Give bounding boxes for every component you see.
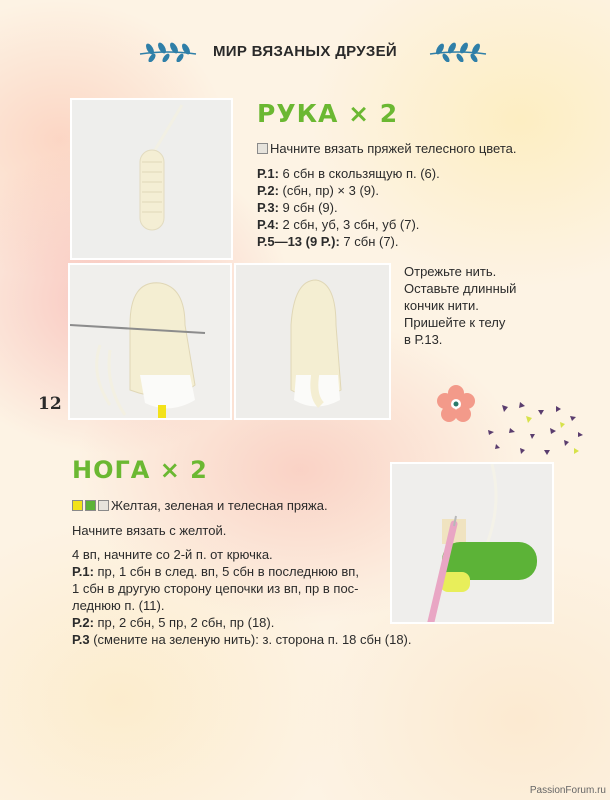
watermark: PassionForum.ru bbox=[529, 785, 606, 796]
leg-photo bbox=[390, 462, 554, 624]
leg-start: Начните вязать с желтой. bbox=[72, 523, 227, 538]
arm-intro-text: Начните вязать пряжей телесного цвета. bbox=[270, 141, 517, 156]
leg-chain: 4 вп, начните со 2-й п. от крючка. bbox=[72, 547, 273, 562]
arm-photo-3 bbox=[234, 263, 391, 420]
green-yarn-swatch bbox=[85, 500, 96, 511]
decorative-triangles-icon bbox=[460, 400, 585, 460]
arm-photo-2 bbox=[68, 263, 232, 420]
arm-section-title: РУКА × 2 bbox=[257, 99, 399, 128]
arm-row-4: Р.4: 2 сбн, уб, 3 сбн, уб (7). bbox=[257, 217, 420, 232]
flesh-yarn-swatch bbox=[257, 143, 268, 154]
leg-row-2: Р.2: пр, 2 сбн, 5 пр, 2 сбн, пр (18). bbox=[72, 615, 275, 630]
arm-rows bbox=[257, 165, 440, 250]
arm-row-5: Р.5—13 (9 Р.): 7 сбн (7). bbox=[257, 234, 399, 249]
leg-colors bbox=[72, 497, 328, 514]
page-number: 12 bbox=[38, 394, 62, 414]
leg-colors-text: Желтая, зеленая и телесная пряжа. bbox=[111, 498, 328, 513]
arm-row-1: Р.1: 6 сбн в скользящую п. (6). bbox=[257, 166, 440, 181]
arm-row-3: Р.3: 9 сбн (9). bbox=[257, 200, 338, 215]
leg-instructions bbox=[72, 546, 412, 648]
leaf-ornament-right-icon bbox=[428, 42, 488, 62]
flesh-yarn-swatch bbox=[98, 500, 109, 511]
leg-row-1: Р.1: пр, 1 сбн в след. вп, 5 сбн в последнюю вп, bbox=[72, 564, 359, 579]
arm-intro bbox=[257, 140, 517, 157]
leg-row-1-cont-1: 1 сбн в другую сторону цепочки из вп, пр в пос- bbox=[72, 581, 359, 596]
yellow-yarn-swatch bbox=[72, 500, 83, 511]
arm-finish-note: Отрежьте нить. Оставьте длинный кончик нити. Пришейте к телу в Р.13. bbox=[404, 264, 517, 347]
arm-row-2: Р.2: (сбн, пр) × 3 (9). bbox=[257, 183, 379, 198]
arm-photo-1 bbox=[70, 98, 233, 260]
leg-section-title: НОГА × 2 bbox=[72, 456, 208, 484]
page-header-title: МИР ВЯЗАНЫХ ДРУЗЕЙ bbox=[212, 43, 397, 60]
leg-row-3: Р.3 (смените на зеленую нить): з. сторона п. 18 сбн (18). bbox=[72, 632, 412, 647]
leg-row-1-cont-2: леднюю п. (11). bbox=[72, 598, 165, 613]
